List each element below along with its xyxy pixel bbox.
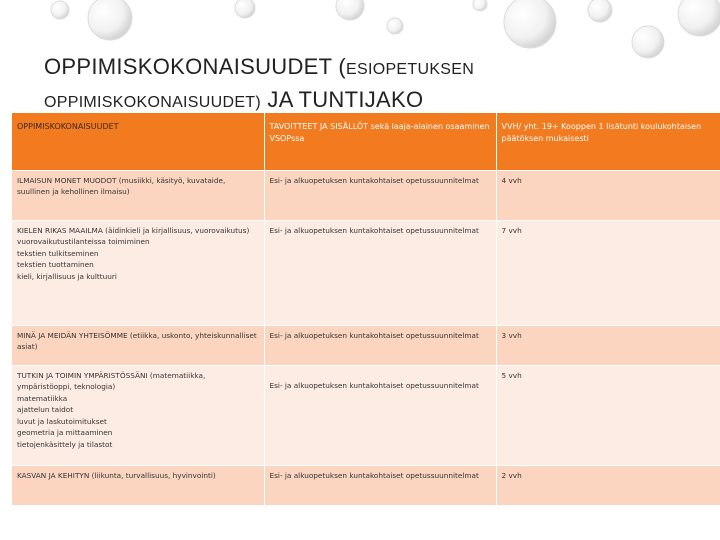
table-row [12,465,720,505]
header-cell-subjects: OPPIMISKOKONAISUUDET [12,113,264,170]
table-row [12,220,720,325]
subject-cell [12,365,264,465]
curriculum-table [12,113,720,506]
subject-cell [12,325,264,365]
subject-line: TUTKIN JA TOIMIN YMPÄRISTÖSSÄNI (matematiikka, ympäristöoppi, teknologia) [17,370,206,391]
subject-line: ILMAISUN MONET MUODOT (musiikki, käsityö, kuvataide, suullinen ja kehollinen ilmaisu) [17,175,226,196]
goals-cell: Esi- ja alkuopetuksen kuntakohtaiset opetussuunnitelmat [264,365,496,465]
title-line2-large: JA TUNTIJAKO [261,87,424,112]
hours-cell: 5 vvh [496,365,720,465]
subject-line: luvut ja laskutoimitukset [17,416,107,426]
goals-cell: Esi- ja alkuopetuksen kuntakohtaiset opetussuunnitelmat [264,220,496,325]
page-title [44,52,684,118]
goals-cell: Esi- ja alkuopetuksen kuntakohtaiset opetussuunnitelmat [264,465,496,505]
hours-cell: 7 vvh [496,220,720,325]
table-row [12,325,720,365]
subject-line: ajattelun taidot [17,405,74,414]
subject-line: matematiikka [17,393,68,403]
header-cell-goals: TAVOITTEET JA SISÄLLÖT sekä laaja-alainen osaaminen VSOPssa [264,113,496,170]
subject-cell [12,465,264,505]
title-line1-small: ESIOPETUKSEN [346,61,475,78]
table-row [12,365,720,465]
table-header-row [12,113,720,170]
subject-line: vuorovaikutustilanteissa toimiminen [17,237,150,246]
title-line2-small: OPPIMISKOKONAISUUDET) [44,94,261,111]
hours-cell: 2 vvh [496,465,720,505]
subject-line: kieli, kirjallisuus ja kulttuuri [17,271,117,281]
subject-cell [12,170,264,220]
subject-line: MINÄ JA MEIDÄN YHTEISÖMME (etiikka, uskonto, yhteiskunnalliset asiat) [17,330,257,351]
title-line1-large: OPPIMISKOKONAISUUDET ( [44,54,347,79]
subject-line: KIELEN RIKAS MAAILMA (äidinkieli ja kirjallisuus, vuorovaikutus) [17,225,250,235]
goals-cell: Esi- ja alkuopetuksen kuntakohtaiset opetussuunnitelmat [264,325,496,365]
table-row [12,170,720,220]
subject-line: tietojenkäsittely ja tilastot [17,439,113,449]
header-cell-hours: VVH/ yht. 19+ Kooppen 1 lisätunti koulukohtaisen päätöksen mukaisesti [496,113,720,170]
subject-line: tekstien tuottaminen [17,260,94,269]
goals-cell: Esi- ja alkuopetuksen kuntakohtaiset opetussuunnitelmat [264,170,496,220]
hours-cell: 4 vvh [496,170,720,220]
subject-line: geometria ja mittaaminen [17,428,113,437]
subject-line: tekstien tulkitseminen [17,248,99,258]
subject-cell [12,220,264,325]
subject-line: KASVAN JA KEHITYN (liikunta, turvallisuus, hyvinvointi) [17,470,216,480]
hours-cell: 3 vvh [496,325,720,365]
